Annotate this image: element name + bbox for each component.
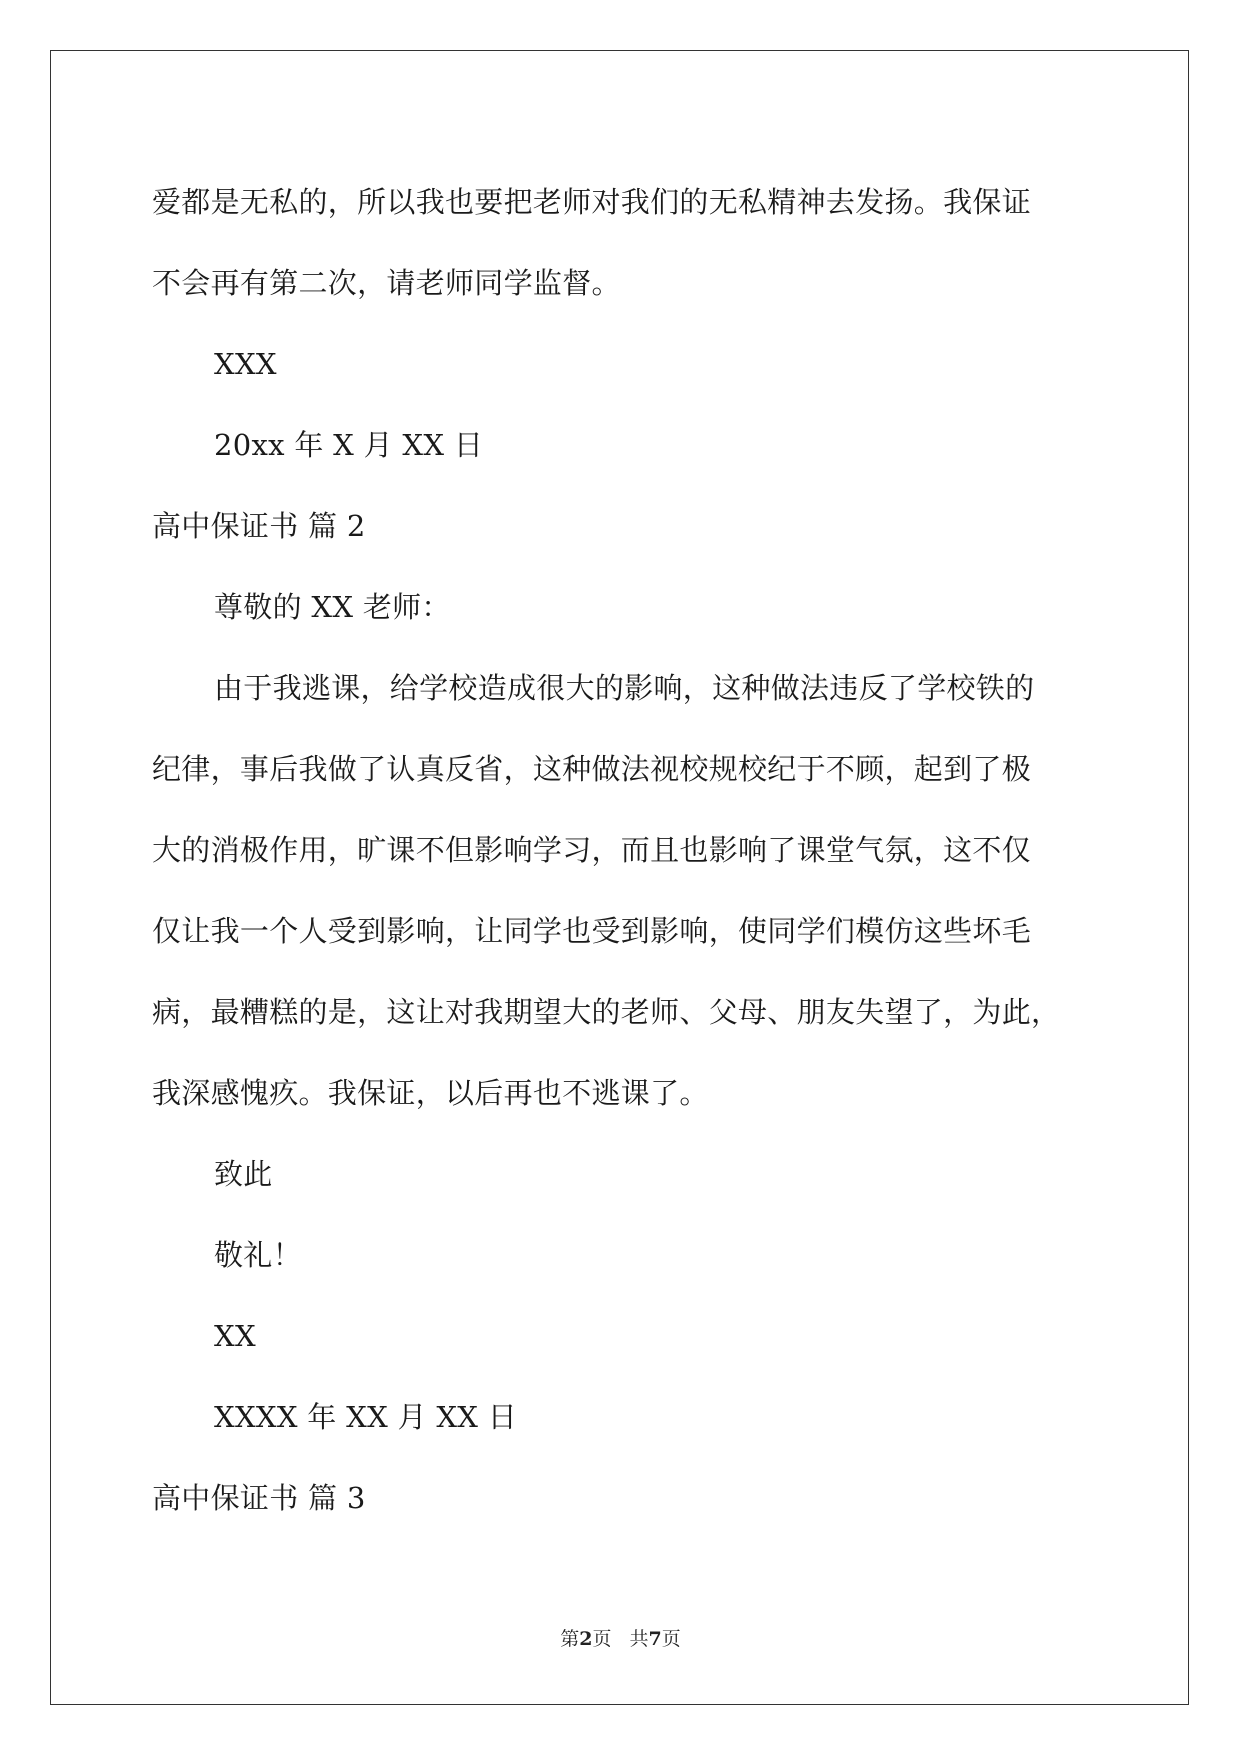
footer-page-suffix: 页: [592, 1628, 612, 1650]
signature-date: XXXX 年 XX 月 XX 日: [214, 1400, 518, 1434]
footer-total-suffix: 页: [661, 1628, 681, 1650]
section-heading: 高中保证书 篇 3: [152, 1481, 366, 1515]
paragraph-line: 由于我逃课，给学校造成很大的影响，这种做法违反了学校铁的: [214, 671, 1035, 705]
closing-line: 敬礼！: [214, 1238, 302, 1272]
footer-total-prefix: 共: [629, 1628, 649, 1650]
salutation: 尊敬的 XX 老师：: [214, 590, 451, 624]
footer-prefix: 第: [560, 1628, 580, 1650]
page-footer: [0, 1626, 1241, 1652]
paragraph-line: 我深感愧疚。我保证，以后再也不逃课了。: [152, 1076, 709, 1110]
document-body: [152, 162, 1112, 1539]
section-heading: 高中保证书 篇 2: [152, 509, 366, 543]
footer-total-pages: 7: [648, 1628, 662, 1650]
paragraph-line: 爱都是无私的，所以我也要把老师对我们的无私精神去发扬。我保证: [152, 185, 1032, 219]
footer-page-number: 2: [579, 1628, 593, 1650]
paragraph-line: 纪律，事后我做了认真反省，这种做法视校规校纪于不顾，起到了极: [152, 752, 1032, 786]
closing-line: 致此: [214, 1157, 273, 1191]
paragraph-line: 病，最糟糕的是，这让对我期望大的老师、父母、朋友失望了，为此，: [152, 995, 1061, 1029]
signature-name: XX: [214, 1319, 256, 1353]
signature-name: XXX: [214, 347, 277, 381]
paragraph-line: 仅让我一个人受到影响，让同学也受到影响，使同学们模仿这些坏毛: [152, 914, 1032, 948]
signature-date: 20xx 年 X 月 XX 日: [214, 428, 484, 462]
paragraph-line: 不会再有第二次，请老师同学监督。: [152, 266, 621, 300]
paragraph-line: 大的消极作用，旷课不但影响学习，而且也影响了课堂气氛，这不仅: [152, 833, 1032, 867]
